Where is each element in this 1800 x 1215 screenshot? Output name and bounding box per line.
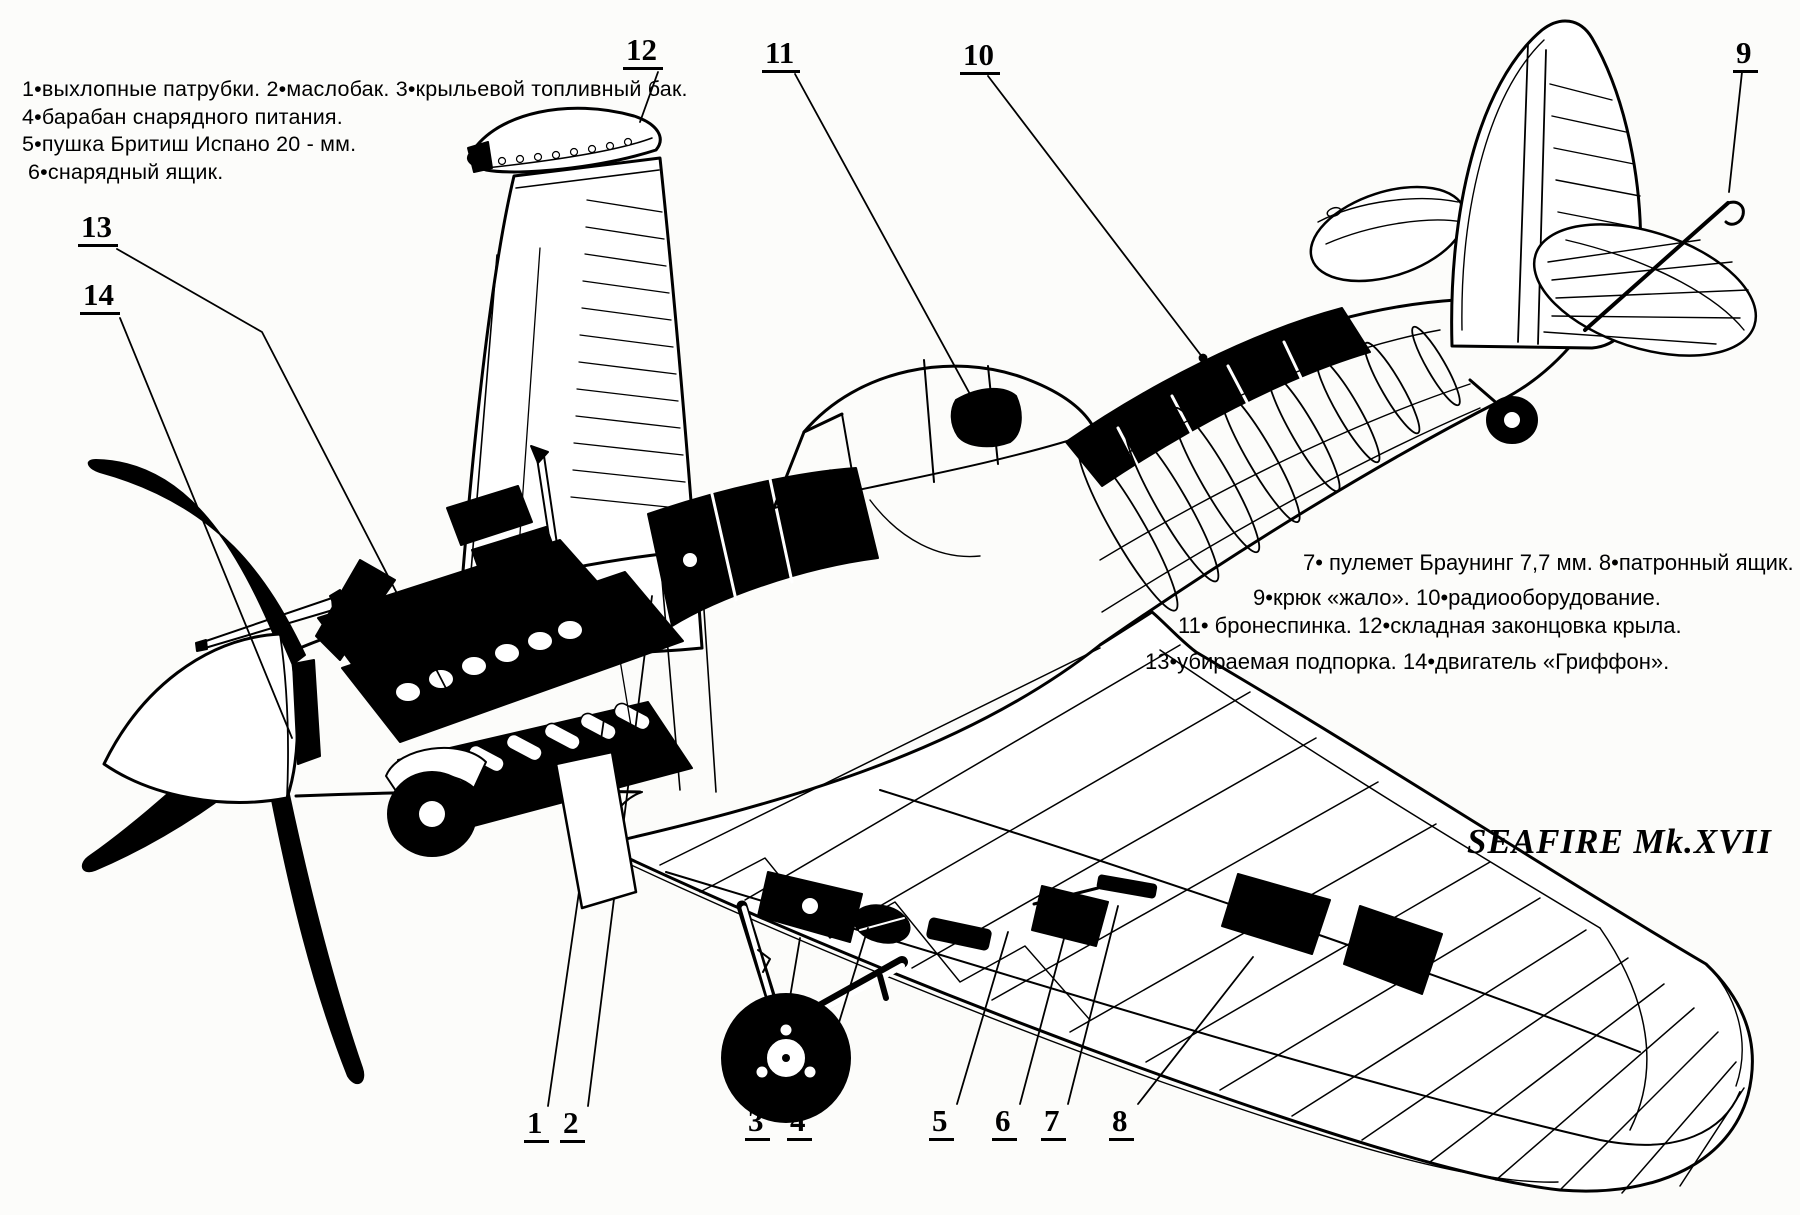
spinner [104,634,320,802]
callout-6-shell-box: 6 [992,1105,1017,1141]
legend-line-5: 7• пулемет Браунинг 7,7 мм. 8•патронный ящик. [1303,550,1794,575]
callout-5-hispano-cannon: 5 [929,1105,954,1141]
callout-7-browning-mg: 7 [1041,1105,1066,1141]
callout-3-wing-fuel-tank: 3 [745,1105,770,1141]
callout-14-griffon-engine: 14 [80,279,120,315]
callout-12-folding-wingtip: 12 [623,34,663,70]
leader-9 [1729,72,1742,192]
propeller [83,460,395,1083]
leader-10 [988,76,1203,358]
callout-2-oil-tank: 2 [560,1107,585,1143]
port-tailplane [1299,169,1477,298]
callout-9-sting-hook: 9 [1733,37,1758,73]
callout-11-armored-backrest: 11 [762,37,800,73]
legend-line-1: 1•выхлопные патрубки. 2•маслобак. 3•крыльевой топливный бак. [22,77,688,101]
legend-line-3: 5•пушка Бритиш Испано 20 - мм. [22,132,357,156]
legend-line-4: 6•снарядный ящик. [28,159,224,184]
leader-11 [795,74,971,396]
port-wheel [386,748,486,856]
armored-headrest [952,389,1021,446]
radio-compartment [1066,308,1370,486]
legend-line-2: 4•барабан снарядного питания. [22,104,343,129]
legend-line-7: 11• бронеспинка. 12•складная законцовка крыла. [1178,613,1682,638]
aircraft-title: SEAFIRE Mk.XVII [1467,822,1772,861]
callout-8-cartridge-box: 8 [1109,1105,1134,1141]
callout-4-ammo-drum: 4 [787,1105,812,1141]
callout-10-radio: 10 [960,39,1000,75]
legend-top-left [22,76,688,186]
legend-line-6: 9•крюк «жало». 10•радиооборудование. [1253,585,1661,610]
callout-13-strut: 13 [78,211,118,247]
legend-line-8: 13•убираемая подпорка. 14•двигатель «Гриффон». [1145,649,1670,674]
callout-1-exhaust-stubs: 1 [524,1107,549,1143]
